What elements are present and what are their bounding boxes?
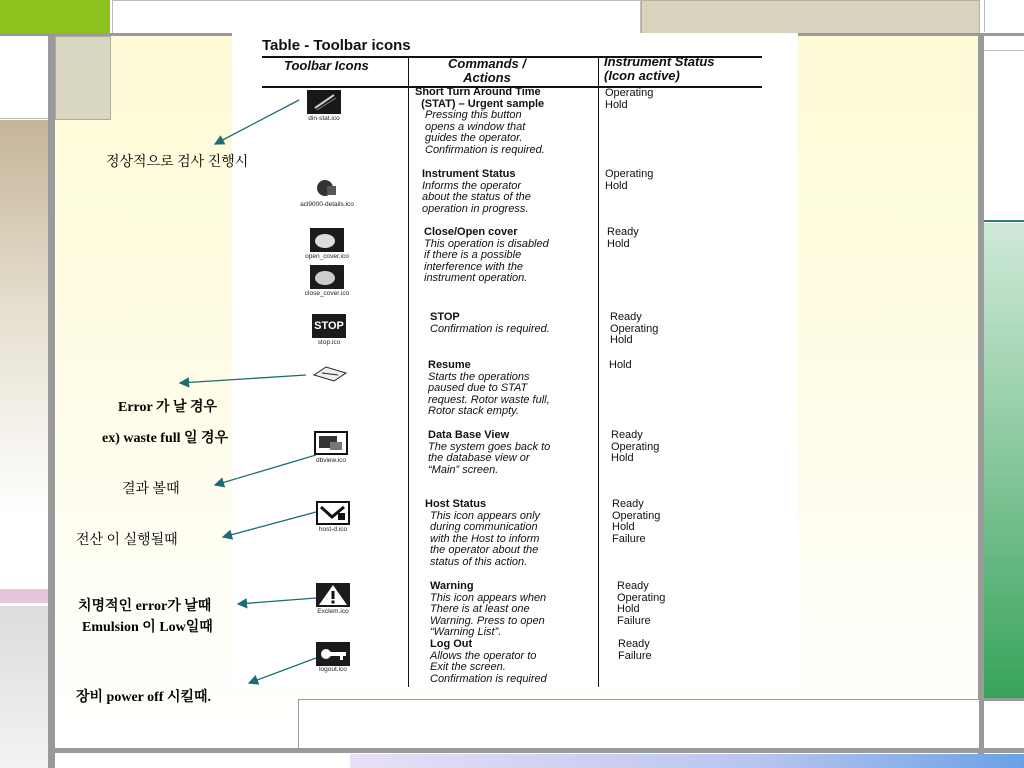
row-dbview-status: Ready Operating Hold <box>611 429 660 465</box>
instrument-status-graphic <box>315 178 337 198</box>
stat-sample-icon-graphic <box>307 90 341 114</box>
left-gray-block <box>0 606 48 768</box>
instrument-status-icon-label: acl9000-details.ico <box>300 201 354 208</box>
header-commands-text: Commands / Actions <box>447 56 526 85</box>
stop-icon <box>312 314 346 338</box>
annotation-power-off: 장비 power off 시킬때. <box>76 690 212 705</box>
stat-sample-icon-label: din-stat.ico <box>308 115 340 122</box>
row-stat-title: Short Turn Around Time <box>415 86 541 98</box>
row-instrument-status-title: Instrument Status <box>422 168 516 180</box>
stat-sample-icon <box>307 90 341 114</box>
row-host-desc: This icon appears only during communication with the Host to inform the operator about the status of this action. <box>430 509 541 568</box>
annotation-view-results: 결과 볼때 <box>122 482 180 497</box>
row-dbview <box>428 430 603 476</box>
annotation-host-running: 전산 이 실행될때 <box>76 533 178 548</box>
host-status-graphic <box>318 503 348 523</box>
row-logout-desc: Allows the operator to Exit the screen. Confirmation is required <box>430 649 547 685</box>
row-host-title: Host Status <box>425 498 487 510</box>
column-divider-1 <box>408 57 409 687</box>
row-logout-status: Ready Failure <box>618 638 652 662</box>
row-logout <box>430 639 605 685</box>
row-stop-title: STOP <box>430 311 460 323</box>
warning-icon <box>316 583 350 607</box>
row-cover-title: Close/Open cover <box>424 226 518 238</box>
row-stat-status: Operating Hold <box>605 87 654 111</box>
left-pink-stripe <box>0 589 48 603</box>
logout-graphic <box>316 642 350 666</box>
top-right-box <box>984 0 1024 32</box>
left-frame-bar <box>48 33 55 768</box>
annotation-normal-run: 정상적으로 검사 진행시 <box>106 155 249 170</box>
warning-graphic <box>316 583 350 607</box>
right-frame-bar-2 <box>984 698 1024 701</box>
close-cover-graphic <box>310 265 344 289</box>
row-cover-status: Ready Hold <box>607 226 639 250</box>
bottom-box <box>298 699 980 749</box>
row-dbview-desc: The system goes back to the database view or “Main” screen. <box>428 440 551 476</box>
bottom-frame-bar <box>48 748 1024 753</box>
right-green-block <box>984 223 1024 698</box>
resume-icon <box>312 363 348 383</box>
open-cover-graphic <box>310 228 344 252</box>
host-status-icon <box>316 501 350 525</box>
bottom-gradient-bar <box>350 754 1024 768</box>
row-stat-subtitle-text: (STAT) – Urgent sample <box>421 97 545 110</box>
row-host <box>425 499 605 569</box>
open-cover-icon-label: open_cover.ico <box>305 253 349 260</box>
database-view-icon <box>314 431 348 455</box>
toolbar-icons-table <box>232 33 798 688</box>
annotation-fatal-error: 치명적인 error가 날때 <box>78 599 212 614</box>
database-view-graphic <box>316 433 346 453</box>
logout-icon-label: logout.ico <box>319 666 347 673</box>
top-tan-block <box>641 0 980 34</box>
row-warning-status: Ready Operating Hold Failure <box>617 580 666 627</box>
row-stop-status: Ready Operating Hold <box>610 311 659 347</box>
logout-icon <box>316 642 350 666</box>
table-title: Table - Toolbar icons <box>262 37 411 54</box>
row-logout-title: Log Out <box>430 638 473 650</box>
annotation-error: Error 가 날 경우 <box>118 400 218 415</box>
row-stat-desc: Pressing this button opens a window that guides the operator. Confirmation is required. <box>425 109 545 156</box>
host-status-icon-label: host-d.ico <box>318 526 348 533</box>
stop-icon-text: STOP <box>314 320 344 332</box>
instrument-status-icon <box>315 178 337 198</box>
left-white-top <box>0 36 48 119</box>
row-cover-desc: This operation is disabled if there is a possible interference with the instrument operation. <box>424 237 549 285</box>
close-cover-icon <box>310 265 344 289</box>
stop-icon-label: stop.ico <box>317 339 341 346</box>
inner-tan-square <box>55 36 111 120</box>
annotation-emulsion-low: Emulsion 이 Low일때 <box>82 620 213 635</box>
row-host-status: Ready Operating Hold Failure <box>612 498 661 545</box>
top-frame-white <box>112 0 641 34</box>
row-resume-desc: Starts the operations paused due to STAT request. Rotor waste full, Rotor stack empty. <box>428 370 550 418</box>
row-instrument-status <box>422 169 597 215</box>
row-resume-title: Resume <box>428 359 471 371</box>
row-warning-desc: This icon appears when There is at least one Warning. Press to open “Warning List”. <box>430 591 547 639</box>
row-instrument-status-desc: Informs the operator about the status of the operation in progress. <box>422 179 531 215</box>
left-tan-block <box>0 120 48 588</box>
warning-icon-label: Exclem.ico <box>317 608 349 615</box>
row-instrument-status-status: Operating Hold <box>605 168 654 192</box>
row-stop <box>430 312 600 335</box>
row-stop-desc: Confirmation is required. <box>430 322 550 335</box>
header-toolbar-icons: Toolbar Icons <box>284 58 369 73</box>
annotation-waste-full: ex) waste full 일 경우 <box>102 431 229 446</box>
header-status-text: Instrument Status (Icon active) <box>604 54 715 83</box>
row-resume-status: Hold <box>609 359 632 371</box>
header-commands <box>432 57 542 85</box>
row-cover <box>424 227 599 285</box>
close-cover-icon-label: close_cover.ico <box>304 290 350 297</box>
row-resume <box>428 360 603 418</box>
right-line-1 <box>984 50 1024 51</box>
accent-green-block <box>0 0 110 33</box>
right-teal-line <box>984 220 1024 222</box>
open-cover-icon <box>310 228 344 252</box>
header-instrument-status <box>604 55 774 83</box>
row-stat <box>415 87 595 157</box>
row-warning <box>430 581 605 639</box>
row-dbview-title: Data Base View <box>428 429 510 441</box>
resume-graphic <box>312 363 348 383</box>
database-view-icon-label: dbview.ico <box>316 457 346 464</box>
row-warning-title: Warning <box>430 580 474 592</box>
